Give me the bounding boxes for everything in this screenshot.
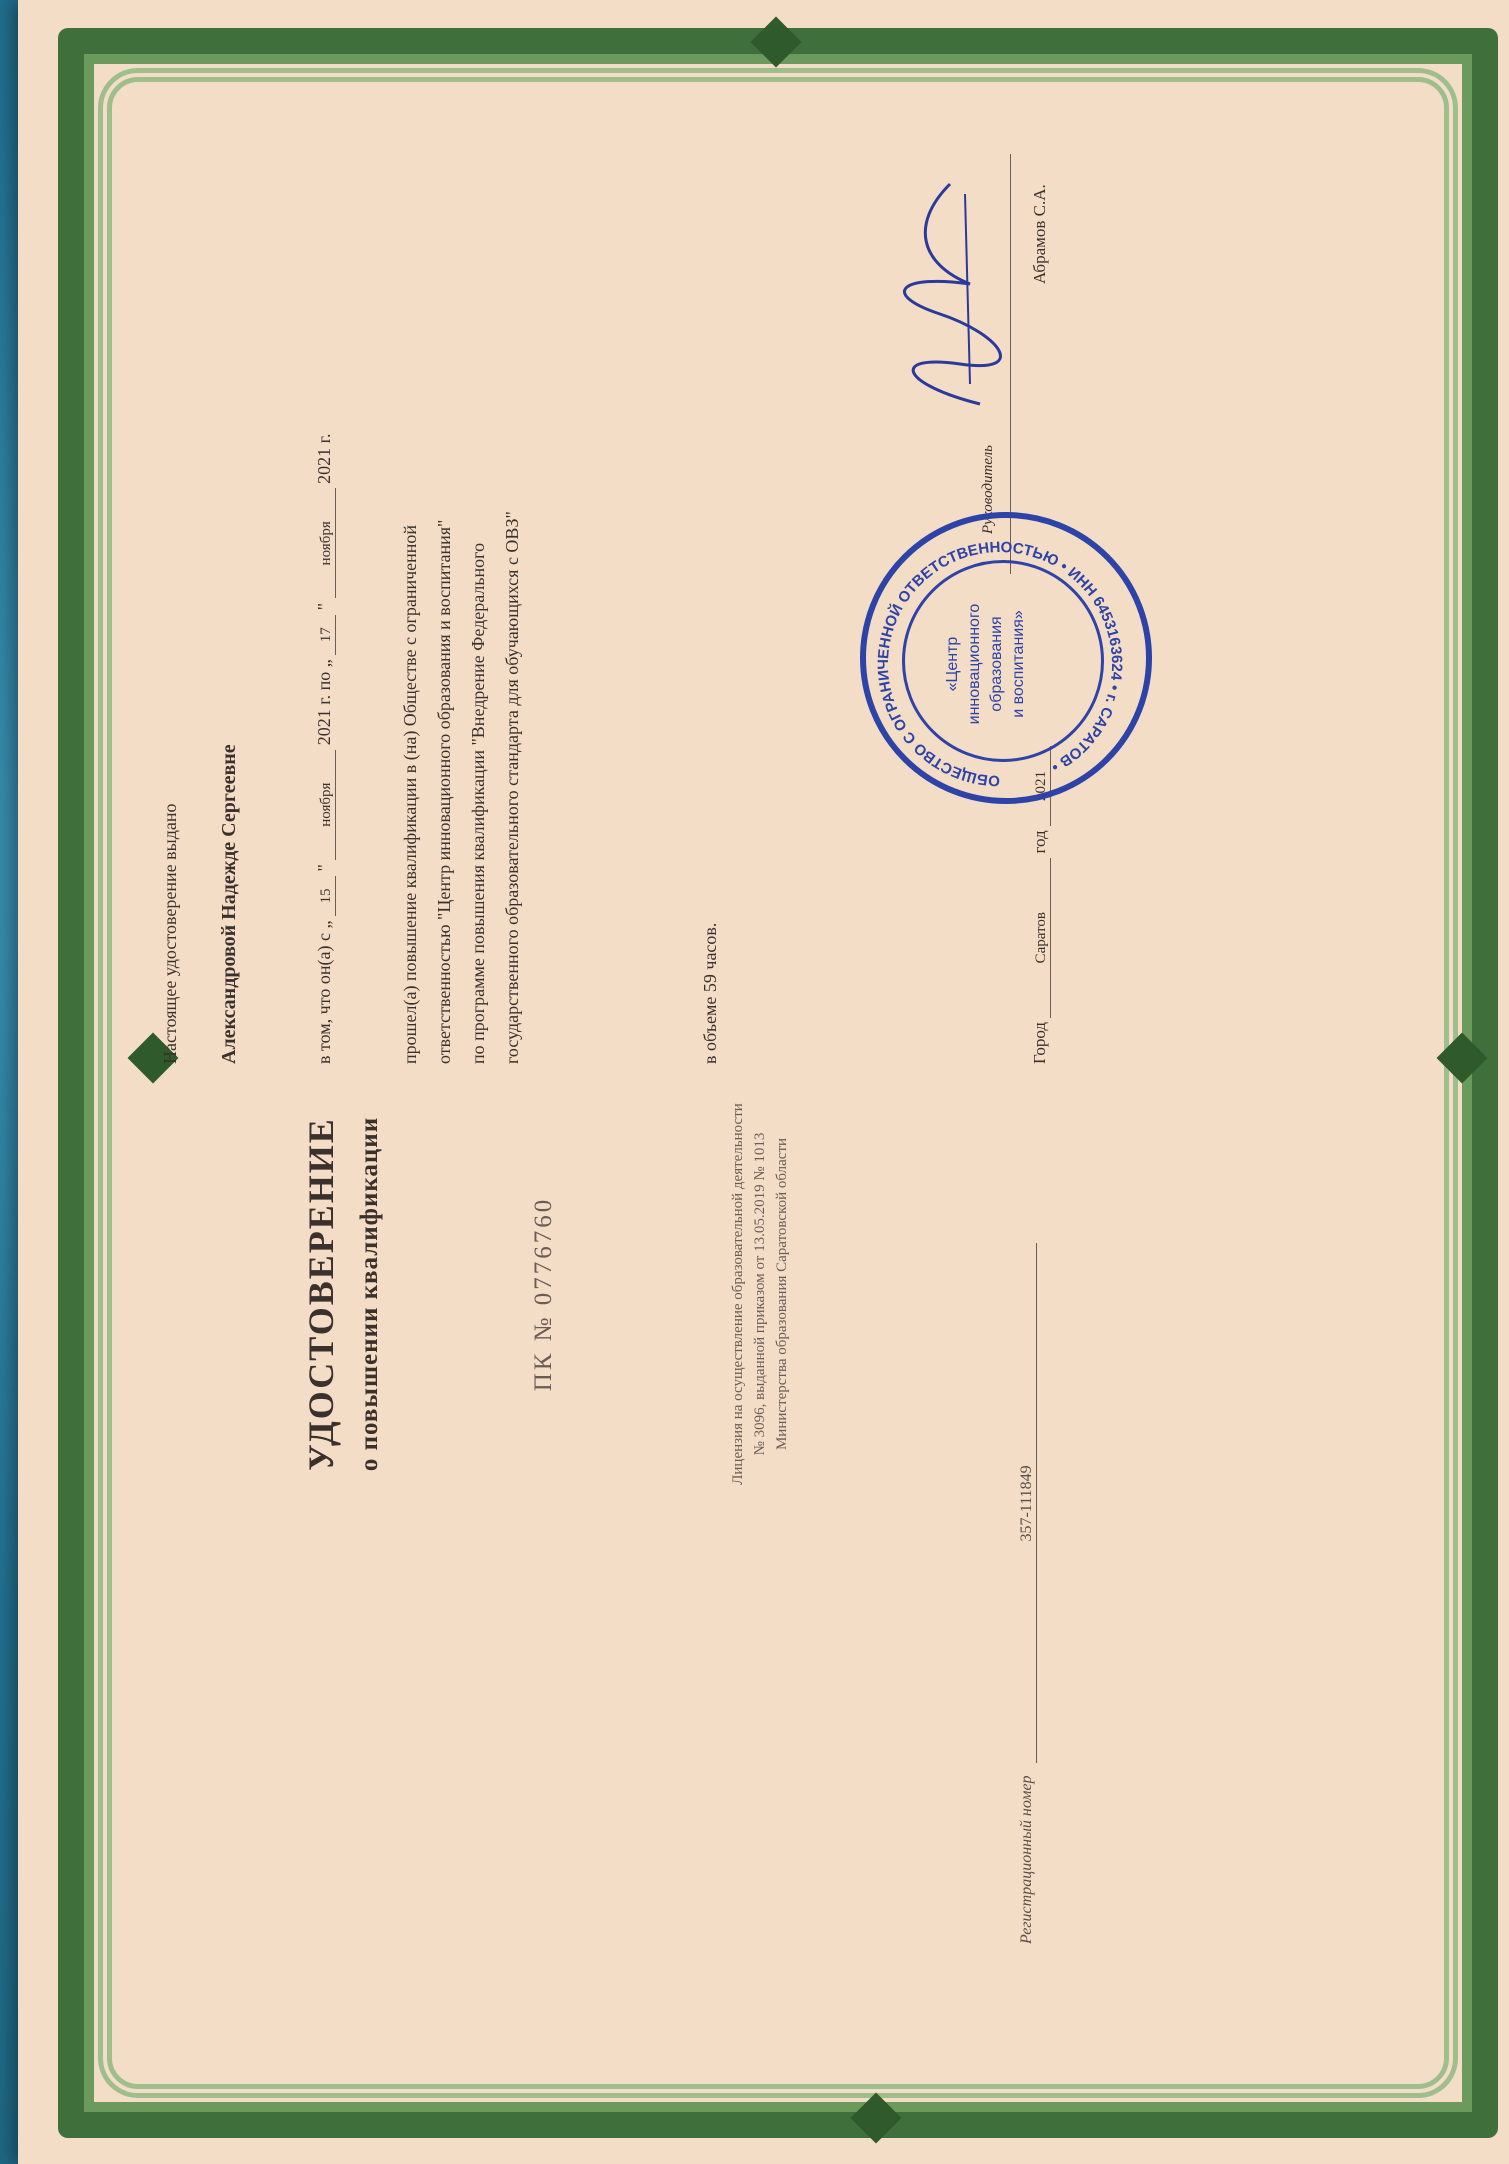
license-line-3: Министерства образования Саратовской области — [774, 1137, 790, 1451]
signer-title: Руководитель — [980, 445, 996, 534]
hours-label: в объеме — [700, 996, 720, 1064]
organization-stamp — [860, 512, 1152, 804]
signature-line — [1010, 154, 1011, 574]
registration-label-text: Регистрационный номер — [1018, 1775, 1035, 1944]
start-quote: " — [314, 864, 334, 872]
stamp-center-2: инновационного — [966, 603, 983, 725]
start-day: 15 — [318, 876, 336, 916]
certificate-number: ПК № 0776760 — [530, 1196, 557, 1392]
study-period — [314, 433, 336, 1064]
stamp-center-1: «Центр — [944, 636, 961, 692]
city-value: Саратов — [1033, 858, 1051, 1018]
period-prefix: в том, что он(а) с „ — [314, 920, 334, 1064]
start-month: ноября — [318, 750, 336, 860]
recipient-name: Александровой Надежде Сергеевне — [218, 744, 240, 1064]
city-label: Город — [1030, 1022, 1049, 1064]
body-line-3: по программе повышения квалификации "Внедрение Федерального — [468, 542, 488, 1064]
year-value: 2021 — [1033, 746, 1051, 826]
body-line-1: прошел(а) повышение квалификации в (на) Обществе с ограниченной — [400, 524, 420, 1064]
stamp-ring-label: ОБЩЕСТВО С ОГРАНИЧЕННОЙ ОТВЕТСТВЕННОСТЬЮ • ИНН 6453163624 • г. САРАТОВ • — [874, 538, 1126, 790]
issued-label: Настоящее удостоверение выдано — [160, 803, 180, 1064]
certificate-title: УДОСТОВЕРЕНИЕ — [301, 1117, 341, 1471]
registration-value: 357-111849 — [1018, 1243, 1037, 1763]
body-line-4: государственного образовательного стандарта для обучающихся с ОВЗ" — [502, 511, 522, 1064]
end-suffix: г. — [314, 433, 334, 444]
hours-unit: часов. — [700, 922, 720, 970]
certificate-subtitle: о повышении квалификации — [356, 1116, 383, 1472]
stamp-center-4: и воспитания» — [1010, 610, 1027, 718]
end-year: 2021 — [314, 447, 334, 484]
registration-label — [1018, 1243, 1037, 1944]
year-label: год — [1030, 830, 1049, 854]
license-line-2: № 3096, выданной приказом от 13.05.2019 № 1013 — [752, 1132, 768, 1456]
end-quote: " — [314, 602, 334, 611]
hours-value: 59 — [700, 974, 720, 993]
end-month: ноября — [318, 488, 336, 598]
year-suffix: г. по „ — [314, 659, 334, 705]
signer-name: Абрамов С.А. — [1030, 184, 1049, 284]
start-year: 2021 — [314, 709, 334, 746]
end-day: 17 — [318, 615, 336, 655]
hours — [700, 923, 721, 1064]
signature-icon — [880, 164, 1010, 424]
body-line-2: ответственностью "Центр инновационного образования и воспитания" — [434, 519, 454, 1064]
license-line-1: Лицензия на осуществление образовательной деятельности — [730, 1103, 746, 1485]
stamp-center-3: образования — [988, 616, 1005, 712]
